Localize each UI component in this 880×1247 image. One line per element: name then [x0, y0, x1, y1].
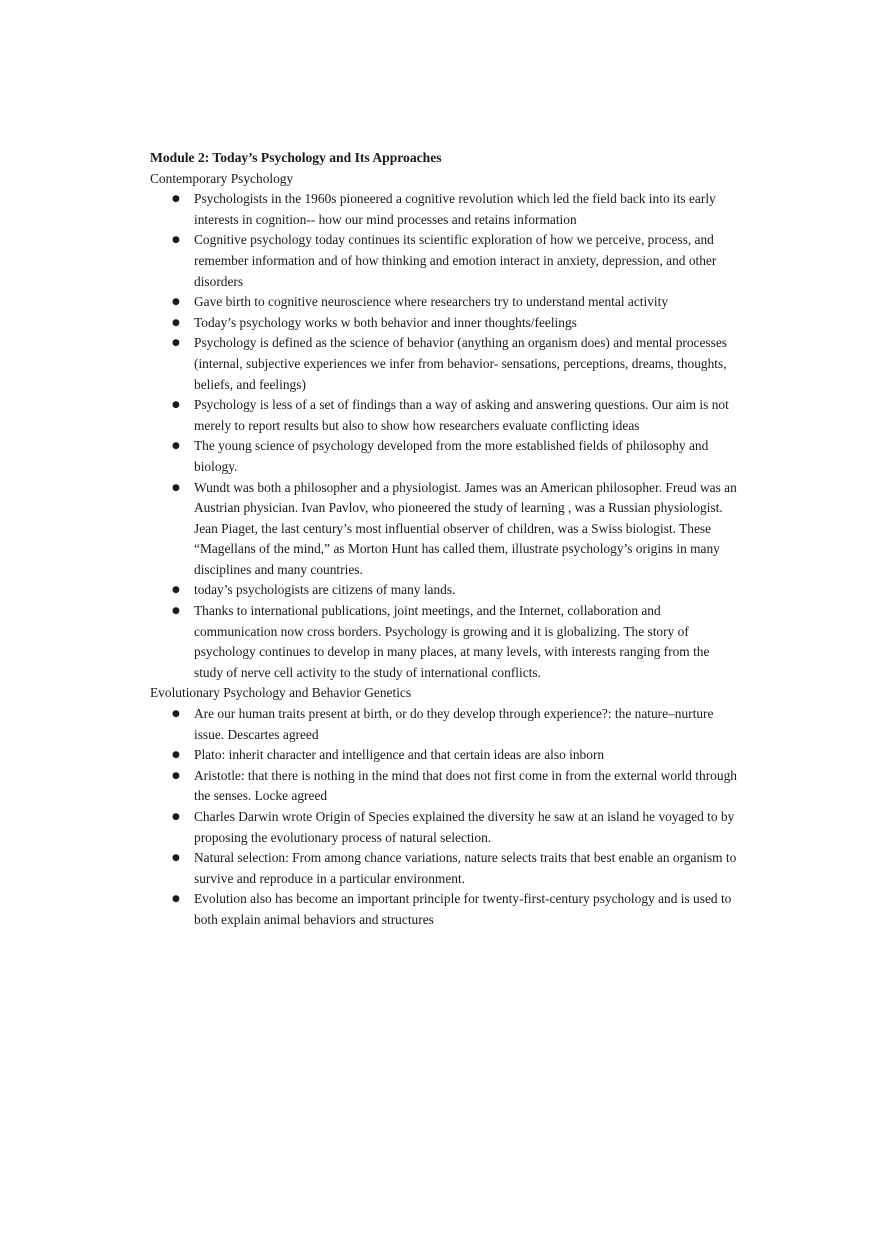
- list-item: ● Gave birth to cognitive neuroscience where researchers try to understand mental activity: [194, 292, 740, 313]
- list-item: ● Psychology is less of a set of findings than a way of asking and answering questions. Our aim is not merely to report results but also to show how researchers evaluate conflicting ideas: [194, 395, 740, 436]
- section-heading-contemporary: Contemporary Psychology: [150, 170, 294, 186]
- list-item: ● Psychologists in the 1960s pioneered a cognitive revolution which led the field back into its early interests in cognition-- how our mind processes and retains information: [194, 189, 740, 230]
- list-item: ● Plato: inherit character and intelligence and that certain ideas are also inborn: [194, 745, 740, 766]
- bullet-list-evolutionary: [150, 704, 740, 931]
- section-heading-evolutionary: Evolutionary Psychology and Behavior Genetics: [150, 685, 412, 701]
- list-item: ● Natural selection: From among chance variations, nature selects traits that best enable an organism to survive and reproduce in a particular environment.: [194, 848, 740, 889]
- list-item: ● Charles Darwin wrote Origin of Species explained the diversity he saw at an island he voyaged to by proposing the evolutionary process of natural selection.: [194, 807, 740, 848]
- list-item: ● Psychology is defined as the science of behavior (anything an organism does) and mental processes (internal, subjective experiences we infer from behavior- sensations, perceptions, dreams, thoughts, beliefs, and feelings): [194, 333, 740, 395]
- list-item: ● Cognitive psychology today continues its scientific exploration of how we perceive, process, and remember information and of how thinking and emotion interact in anxiety, depression, and other disorders: [194, 230, 740, 292]
- list-item: ● Today’s psychology works w both behavior and inner thoughts/feelings: [194, 313, 740, 334]
- list-item: ● Aristotle: that there is nothing in the mind that does not first come in from the external world through the senses. Locke agreed: [194, 766, 740, 807]
- document-title: Module 2: Today’s Psychology and Its Approaches: [150, 150, 442, 165]
- list-item: ● Thanks to international publications, joint meetings, and the Internet, collaboration and communication now cross borders. Psychology is growing and it is globalizing. The story of psychology continues to develop in many places, at many levels, with interests ranging from the study of nerve cell activity to the study of international conflicts.: [194, 601, 740, 683]
- list-item: ● Wundt was both a philosopher and a physiologist. James was an American philosopher. Freud was an Austrian physician. Ivan Pavlov, who pioneered the study of learning , was a Russian physiologist. Jean Piaget, the last century’s most influential observer of children, was a Swiss biologist. These “Magellans of the mind,” as Morton Hunt has called them, illustrate psychology’s origins in many disciplines and many countries.: [194, 478, 740, 581]
- list-item: ● Evolution also has become an important principle for twenty-first-century psychology and is used to both explain animal behaviors and structures: [194, 889, 740, 930]
- list-item: ● The young science of psychology developed from the more established fields of philosophy and biology.: [194, 436, 740, 477]
- list-item: ● today’s psychologists are citizens of many lands.: [194, 580, 740, 601]
- bullet-list-contemporary: [150, 189, 740, 683]
- list-item: ● Are our human traits present at birth, or do they develop through experience?: the nature–nurture issue. Descartes agreed: [194, 704, 740, 745]
- document-body: [150, 148, 740, 931]
